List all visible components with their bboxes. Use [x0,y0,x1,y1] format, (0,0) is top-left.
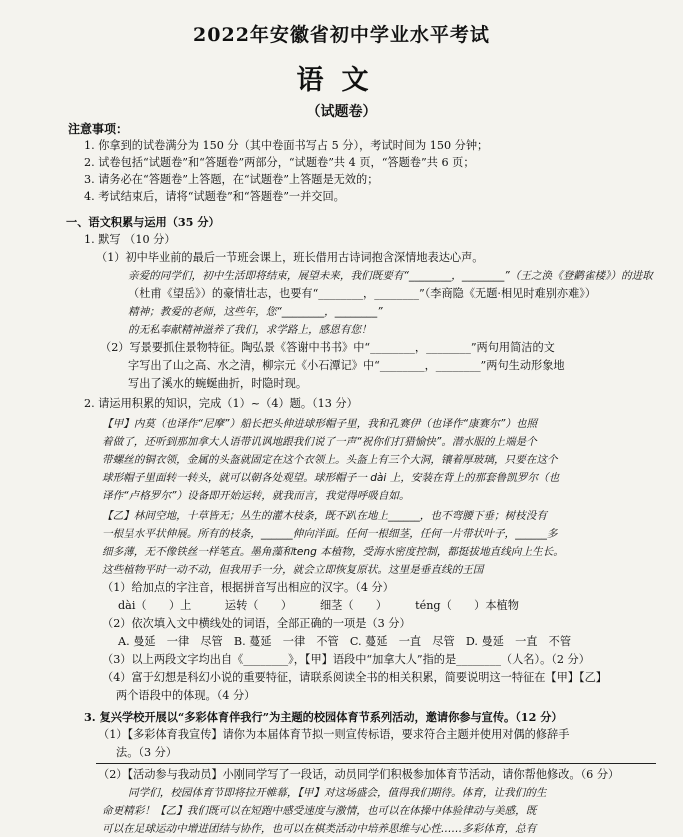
q3-sub1-cont: 法。（3 分） [116,746,178,759]
q1-line: （2）写景要抓住景物特征。陶弘景《答谢中书书》中“________，________”两句用简洁的文 [100,341,555,354]
q3-passage-line: 可以在足球运动中增进团结与协作，也可以在棋类活动中培养思维与心性……多彩体育，总有 [102,823,537,835]
q2-sub-question: （4）富于幻想是科幻小说的重要特征，请联系阅读全书的相关积累，简要说明这一特征在【甲】【乙】 [102,671,607,684]
q1-line: 的无私奉献精神滋养了我们，求学路上，感恩有您！ [128,324,372,336]
notice-item: 2. 试卷包括“试题卷”和“答题卷”两部分，“试题卷”共 4 页，“答题卷”共 6 页； [84,156,475,169]
q2-sub-question: （1）给加点的字注音，根据拼音写出相应的汉字。（4 分） [102,581,394,594]
q2-sub-question: （2）依次填入文中横线处的词语，全部正确的一项是（3 分） [102,617,411,630]
paper-type: （试题卷） [306,104,377,120]
q3-passage-line: 同学们，校园体育节即将拉开帷幕，【甲】对这场盛会，值得我们期待。体育，让我们的生 [128,787,547,799]
q2-passage-line: 一根呈水平状伸展。所有的枝条，______伸向洋面。任何一根细茎，任何一片带状叶子，______多 [102,528,558,540]
q3-sub2-title: （2）【活动参与我动员】小刚同学写了一段话，动员同学们积极参加体育节活动，请你帮他修改。（6 分） [98,768,620,781]
q1-line: 亲爱的同学们，初中生活即将结束，展望未来，我们既要有“________，________”（王之涣《登鹳雀楼》）的进取 [128,270,653,282]
q1-line: 写出了溪水的蜿蜒曲折，时隐时现。 [128,377,308,390]
q2-sub-question: 两个语段中的体现。（4 分） [116,689,256,702]
q1-line: （杜甫《望岳》）的豪情壮志，也要有“________，________”（李商隐《无题·相见时难别亦难》） [128,287,597,300]
notice-item: 1. 你拿到的试卷满分为 150 分（其中卷面书写占 5 分），考试时间为 150 分钟； [84,139,489,152]
exam-title: 2022年安徽省初中学业水平考试 [193,24,490,46]
q1-line: 精神；教爱的老师，这些年，您“________，________” [128,306,383,318]
q1-line: 字写出了山之高、水之清，柳宗元《小石潭记》中“________，________”两句生动形象地 [128,359,565,372]
q2-title: 2. 请运用积累的知识，完成（1）~（4）题。（13 分） [84,397,358,410]
q2-passage-line: 这些植物平时一动不动，但我用手一分，就会立即恢复原状。这里是垂直线的王国 [102,564,484,576]
q2-options: A. 曼延 一律 尽管 B. 蔓延 一律 不管 C. 蔓延 一直 尽管 D. 曼延 一直 不管 [118,635,572,648]
subject-title: 语文 [296,65,387,96]
q2-sub-question: （3）以上两段文字均出自《________》，【甲】语段中“加拿大人”指的是________（人名）。（2 分） [102,653,590,666]
q2-passage-line: 译作“卢格罗尔”）设备即开始运转，就我而言，我觉得呼吸自如。 [102,490,410,502]
q2-pinyin-row: dài（ ）上 运转（ ） 细茎（ ） téng（ ）本植物 [118,599,519,612]
q2-passage-line: 【甲】内莫（也译作“尼摩”）船长把头伸进球形帽子里，我和孔赛伊（也译作“康赛尔”）也照 [102,418,538,430]
q2-passage-line: 带螺丝的铜衣领，金属的头盔就固定在这个衣领上。头盔上有三个大洞，镶着厚玻璃，只要在这个 [102,454,558,466]
q1-title: 1. 默写 （10 分） [84,233,176,246]
q2-passage-line: 细多薄，无不像铁丝一样笔直。墨角藻和teng 本植物，受海水密度控制，都挺拔地直线向上生长。 [102,546,564,558]
q1-line: （1）初中毕业前的最后一节班会课上，班长借用古诗词抱含深情地表达心声。 [96,251,484,264]
q2-passage-line: 着做了，还听到那加拿大人语带讥讽地跟我们说了一声“祝你们打猎愉快”。潜水服的上端是个 [102,436,537,448]
q3-sub1: （1）【多彩体育我宣传】请你为本届体育节拟一则宣传标语，要求符合主题并使用对偶的修辞手 [98,728,570,741]
q3-title: 3. 复兴学校开展以“多彩体育伴我行”为主题的校园体育节系列活动，邀请你参与宣传。（12 分） [84,710,563,724]
notice-item: 4. 考试结束后，请将“试题卷”和“答题卷”一并交回。 [84,190,345,203]
notice-heading: 注意事项： [68,122,129,136]
divider [96,763,656,764]
section-title: 一、语文积累与运用（35 分） [66,215,220,229]
q3-passage-line: 命更精彩！【乙】我们既可以在短跑中感受速度与激情，也可以在体操中体验律动与美感，既 [102,805,537,817]
notice-item: 3. 请务必在“答题卷”上答题，在“试题卷”上答题是无效的； [84,173,379,186]
q2-passage-line: 球形帽子里面转一转头，就可以朝各处观望。球形帽子一 dài 上，安装在背上的那套鲁凯罗尔（也 [102,472,560,484]
q2-passage-line: 【乙】林间空地，十草皆无；丛生的灌木枝条，既不趴在地上______，也不弯腰下垂；树枝没有 [102,510,547,522]
